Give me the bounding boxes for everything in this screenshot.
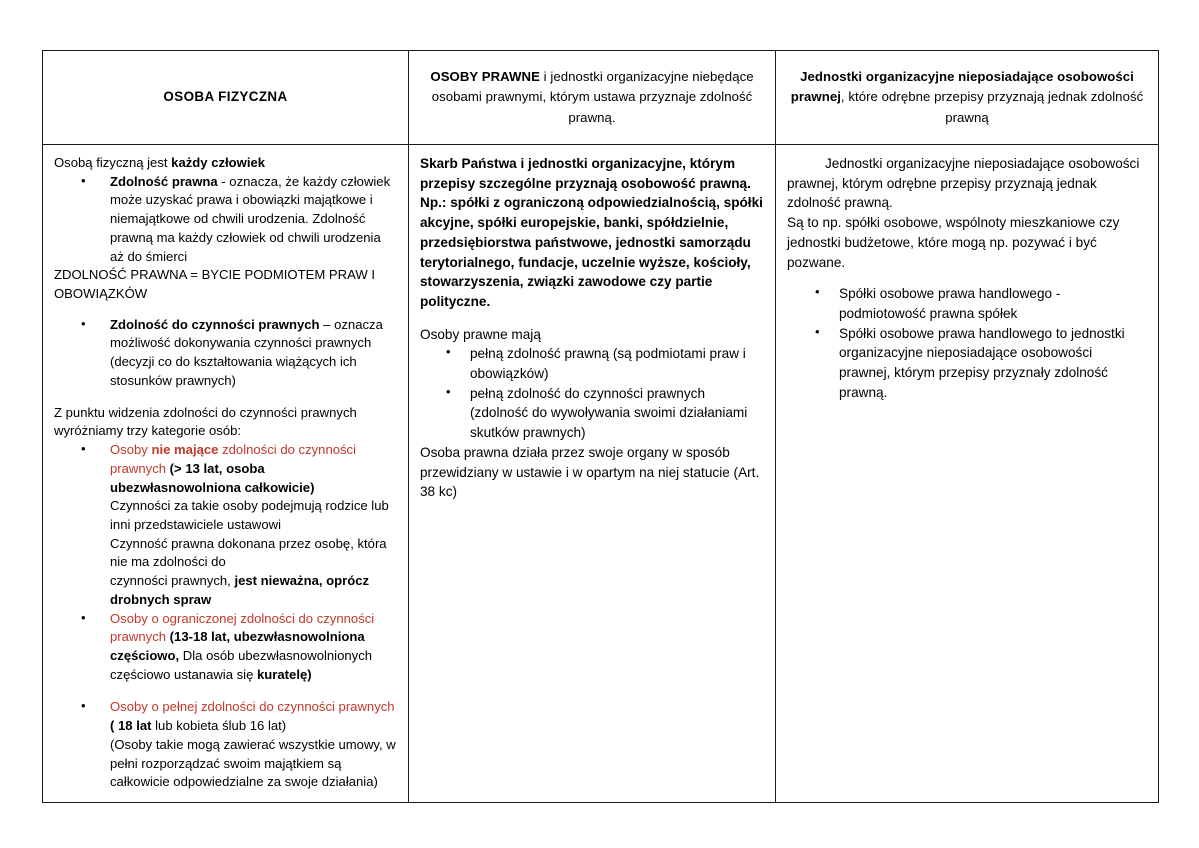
- cat1-body-b2-plain: czynności prawnych,: [110, 573, 235, 589]
- col1-categories-intro: Z punktu widzenia zdolności do czynności prawnych wyróżniamy trzy kategorie osób:: [54, 404, 357, 439]
- header-title-col1: OSOBA FIZYCZNA: [163, 89, 288, 105]
- col2-list-osoby-prawne-maja: [420, 344, 763, 443]
- col1-intro-bold: każdy człowiek: [171, 155, 266, 170]
- body-cell-osoby-prawne: [409, 145, 776, 803]
- cat3-line2: [110, 717, 396, 736]
- cat2-bold-b: kuratelę): [257, 666, 312, 682]
- col1-list-zdolnosc-prawna: [54, 173, 396, 267]
- cat1-bold-tail: (> 13 lat, osoba ubezwłasnowolniona całkowicie): [110, 460, 315, 495]
- col3-para2: Są to np. spółki osobowe, wspólnoty mieszkaniowe czy jednostki budżetowe, które mogą np. pozywać i być pozwane.: [787, 215, 1120, 270]
- cat1-red-a: Osoby: [110, 442, 152, 458]
- col1-intro-plain: Osobą fizyczną jest: [54, 155, 172, 170]
- cat1-red-bold: nie mające: [151, 442, 219, 458]
- cat1-body-b2: [110, 572, 396, 609]
- list-item: [54, 173, 396, 267]
- list-item: • Spółki osobowe prawa handlowego to jednostki organizacyjne nieposiadające osobowości prawnej, którym przepisy przyznały zdolność prawną.: [787, 324, 1146, 403]
- col2-para1: Skarb Państwa i jednostki organizacyjne, którym przepisy szczególne przyznają osobowość prawną.: [420, 156, 751, 191]
- col2-list-intro: Osoby prawne mają: [420, 326, 541, 342]
- header-col2-emphasis: OSOBY PRAWNE: [430, 68, 540, 84]
- cat2-red: Osoby o ograniczonej zdolności do czynności prawnych: [110, 610, 375, 645]
- list-item: • pełną zdolność do czynności prawnych (zdolność do wywoływania swoimi działaniami skutków prawnych): [420, 384, 763, 443]
- cat1-body-b1: Czynność prawna dokonana przez osobę, która nie ma zdolności do: [110, 535, 387, 570]
- col1-intro: [54, 154, 396, 173]
- cat1-body-a: Czynności za takie osoby podejmują rodzice lub inni przedstawiciele ustawowi: [110, 498, 389, 532]
- header-cell-osoby-prawne: [409, 51, 776, 145]
- comparison-table: [42, 50, 1159, 803]
- cat3-line2-plain: lub kobieta ślub 16 lat): [151, 718, 287, 734]
- list-item: [54, 316, 396, 391]
- cat1-body-b2-bold: jest nieważna, oprócz drobnych spraw: [110, 573, 370, 607]
- col2-content: [409, 145, 775, 512]
- col1-definition-line2: OBOWIĄZKÓW: [54, 286, 148, 302]
- header-title-col2: [409, 63, 775, 132]
- comparison-table-container: [42, 50, 1158, 791]
- list-item: [54, 610, 396, 685]
- col2-para2: Np.: spółki z ograniczoną odpowiedzialnością, spółki akcyjne, spółki europejskie, banki, spółdzielnie, przedsiębiorstwa państwowe, jednostki samorządu terytorialnego, fundacje, uczelnie wyższe, kościoły, stowarzyszenia, związki zawodowe czy partie polityczne.: [420, 195, 763, 309]
- col3-para1: Jednostki organizacyjne nieposiadające osobowości prawnej, którym odrębne przepisy przyznają jednak zdolność prawną.: [787, 156, 1140, 211]
- col1-bullet1-body: - oznacza, że każdy człowiek może uzyskać prawa i obowiązki majątkowe i niemajątkowe od chwili urodzenia. Zdolność prawną ma każdy człowiek od chwili urodzenia aż do śmierci: [110, 173, 391, 264]
- col1-definition-line1: ZDOLNOŚĆ PRAWNA = BYCIE PODMIOTEM PRAW I: [54, 267, 375, 283]
- col1-content: [43, 145, 408, 802]
- cat1-red-b: zdolności do czynności prawnych: [110, 442, 357, 476]
- header-cell-osoba-fizyczna: [43, 51, 409, 145]
- header-col3-rest: , które odrębne przepisy przyznają jednak zdolność prawną: [840, 89, 1144, 125]
- header-title-col3: [776, 63, 1158, 132]
- header-col2-rest: i jednostki organizacyjne niebędące osobami prawnymi, którym ustawa przyznaje zdolność prawną.: [431, 68, 754, 125]
- col1-list-kategorie-osob: [54, 441, 396, 792]
- cat2-bold-a: (13-18 lat, ubezwłasnowolniona częściowo,: [110, 629, 365, 663]
- col3-content: [776, 145, 1158, 412]
- list-item: • pełną zdolność prawną (są podmiotami praw i obowiązków): [420, 344, 763, 383]
- cat3-red: Osoby o pełnej zdolności do czynności prawnych: [110, 699, 395, 715]
- cat2-plain-a: Dla osób ubezwłasnowolnionych częściowo ustanawia się: [110, 647, 373, 682]
- col1-bullet2-body: – oznacza możliwość dokonywania czynności prawnych (decyzji co do kształtowania wiążących ich stosunków prawnych): [110, 316, 383, 388]
- col3-list-spolki-osobowe: [787, 284, 1146, 402]
- col1-bullet2-term: Zdolność do czynności prawnych: [110, 316, 320, 332]
- body-cell-jednostki-organizacyjne: [776, 145, 1159, 803]
- table-header-row: [43, 51, 1159, 145]
- cat3-line2-bold: ( 18 lat: [110, 718, 152, 734]
- header-col3-emphasis: Jednostki organizacyjne nieposiadające osobowości prawnej: [790, 68, 1134, 105]
- col2-closing: Osoba prawna działa przez swoje organy w sposób przewidziany w ustawie i w opartym na niej statucie (Art. 38 kc): [420, 444, 760, 500]
- col1-list-zdolnosc-czynnosci: [54, 316, 396, 391]
- list-item: • Spółki osobowe prawa handlowego - podmiotowość prawna spółek: [787, 284, 1146, 323]
- table-body-row: [43, 145, 1159, 803]
- cat3-line3: (Osoby takie mogą zawierać wszystkie umowy, w pełni rozporządzać swoim majątkiem są całkowicie odpowiedzialne za swoje działania): [110, 736, 396, 790]
- header-cell-jednostki-organizacyjne: [776, 51, 1159, 145]
- list-item: [54, 441, 396, 609]
- body-cell-osoba-fizyczna: [43, 145, 409, 803]
- col1-bullet1-term: Zdolność prawna: [110, 173, 218, 189]
- list-item: [54, 698, 396, 792]
